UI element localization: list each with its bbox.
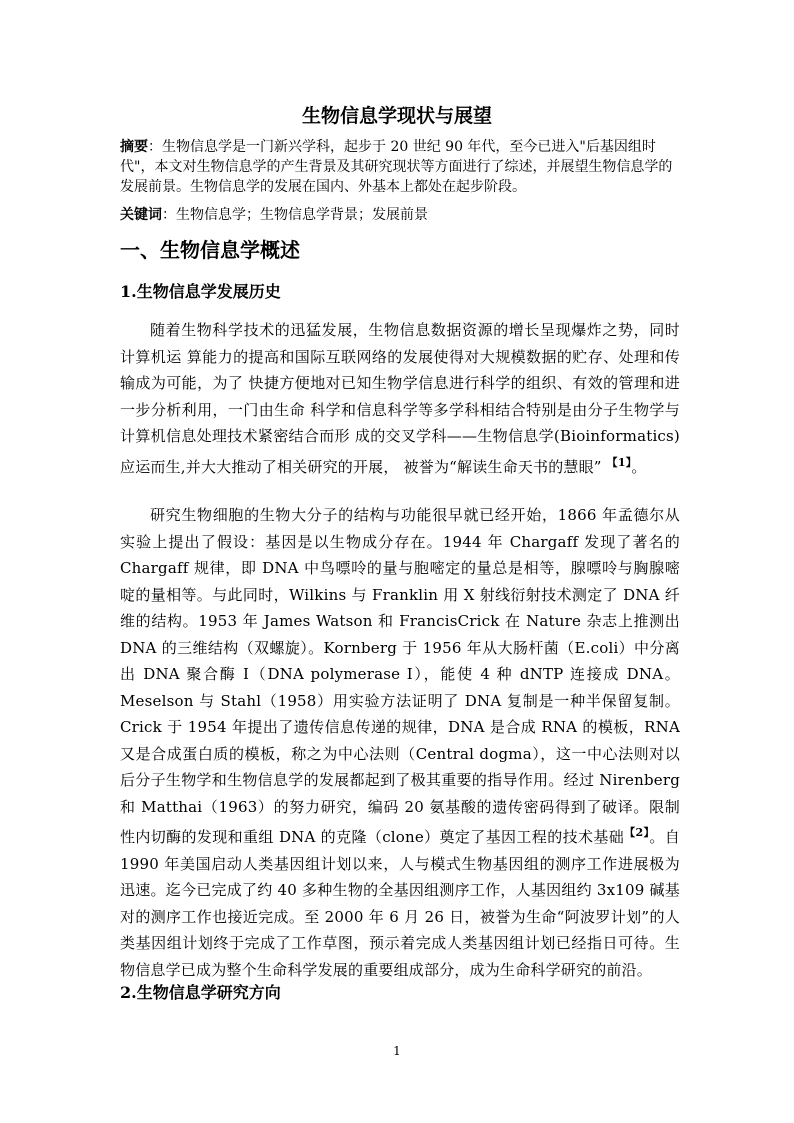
paragraph-text: 随着生物科学技术的迅猛发展，生物信息数据资源的增长呈现爆炸之势，同时计算机运 算能力的提高和国际互联网络的发展使得对大规模数据的贮存、处理和传输成为可能，为了 快捷方便地对已知生物学信息进行科学的组织、有效的管理和进一步分析利用，一门由生命 科学和信息科学等多学科相结合特别是由分子生物学与计算机信息处理技术紧密结合而形 成的交叉学科——生物信息学(Bioinformatics)应运而生,并大大推动了相关研究的开展， 被誉为“解读生命天书的慧眼” xyxy=(120,321,680,476)
subsection-heading-research-directions: 2.生物信息学研究方向 xyxy=(120,983,281,1002)
citation-1: 【1】 xyxy=(606,455,632,469)
abstract xyxy=(120,137,676,197)
section-heading-overview: 一、生物信息学概述 xyxy=(120,238,300,262)
citation-2: 【2】 xyxy=(624,826,650,839)
paragraph-end: 。 xyxy=(631,457,647,476)
paragraph-text-continued: 。自 1990 年美国启动人类基因组计划以来，人与模式生物基因组的测序工作进展极为迅速。迄今已完成了约 40 多种生物的全基因组测序工作，人基因组约 3x109 碱基对的测序工作也接近完成。至 2000 年 6 月 26 日，被誉为生命“阿波罗计划”的人类基因组计划终于完成了工作草图，预示着完成人类基因组计划已经指日可待。生物信息学已成为整个生命科学发展的重要组成部分，成为生命科学研究的前沿。 xyxy=(120,828,680,979)
keywords xyxy=(120,205,676,225)
abstract-text: ：生物信息学是一门新兴学科，起步于 20 世纪 90 年代，至今已进入"后基因组时代"，本文对生物信息学的产生背景及其研究现状等方面进行了综述，并展望生物信息学的发展前景。生物信息学的发展在国内、外基本上都处在起步阶段。 xyxy=(120,139,673,195)
paragraph-history-intro xyxy=(120,317,680,480)
subsection-heading-history: 1.生物信息学发展历史 xyxy=(120,282,281,301)
paragraph-history-detail xyxy=(120,502,680,983)
document-title: 生物信息学现状与展望 xyxy=(301,105,492,127)
paragraph-text: 研究生物细胞的生物大分子的结构与功能很早就已经开始，1866 年孟德尔从实验上提出了假设：基因是以生物成分存在。1944 年 Chargaff 发现了著名的 Chargaff 规律，即 DNA 中鸟嘌呤的量与胞嘧定的量总是相等，腺嘌呤与胸腺嘧啶的量相等。与此同时，Wilkins 与 Franklin 用 X 射线衍射技术测定了 DNA 纤维的结构。1953 年 James Watson 和 FrancisCrick 在 Nature 杂志上推测出 DNA 的三维结构（双螺旋）。Kornberg 于 1956 年从大肠杆菌（E.coli）中分离出 DNA 聚合酶 I（DNA polymerase I），能使 4 种 dNTP 连接成 DNA。Meselson 与 Stahl（1958）用实验方法证明了 DNA 复制是一种半保留复制。Crick 于 1954 年提出了遗传信息传递的规律，DNA 是合成 RNA 的模板，RNA 又是合成蛋白质的模板，称之为中心法则（Central dogma），这一中心法则对以后分子生物学和生物信息学的发展都起到了极其重要的指导作用。经过 Nirenberg 和 Matthai（1963）的努力研究，编码 20 氨基酸的遗传密码得到了破译。限制性内切酶的发现和重组 DNA 的克隆（clone）奠定了基因工程的技术基础 xyxy=(120,506,680,846)
keywords-text: ：生物信息学；生物信息学背景；发展前景 xyxy=(162,207,428,223)
keywords-label: 关键词 xyxy=(120,207,162,223)
page-number: 1 xyxy=(393,1044,401,1058)
abstract-label: 摘要 xyxy=(120,139,148,155)
